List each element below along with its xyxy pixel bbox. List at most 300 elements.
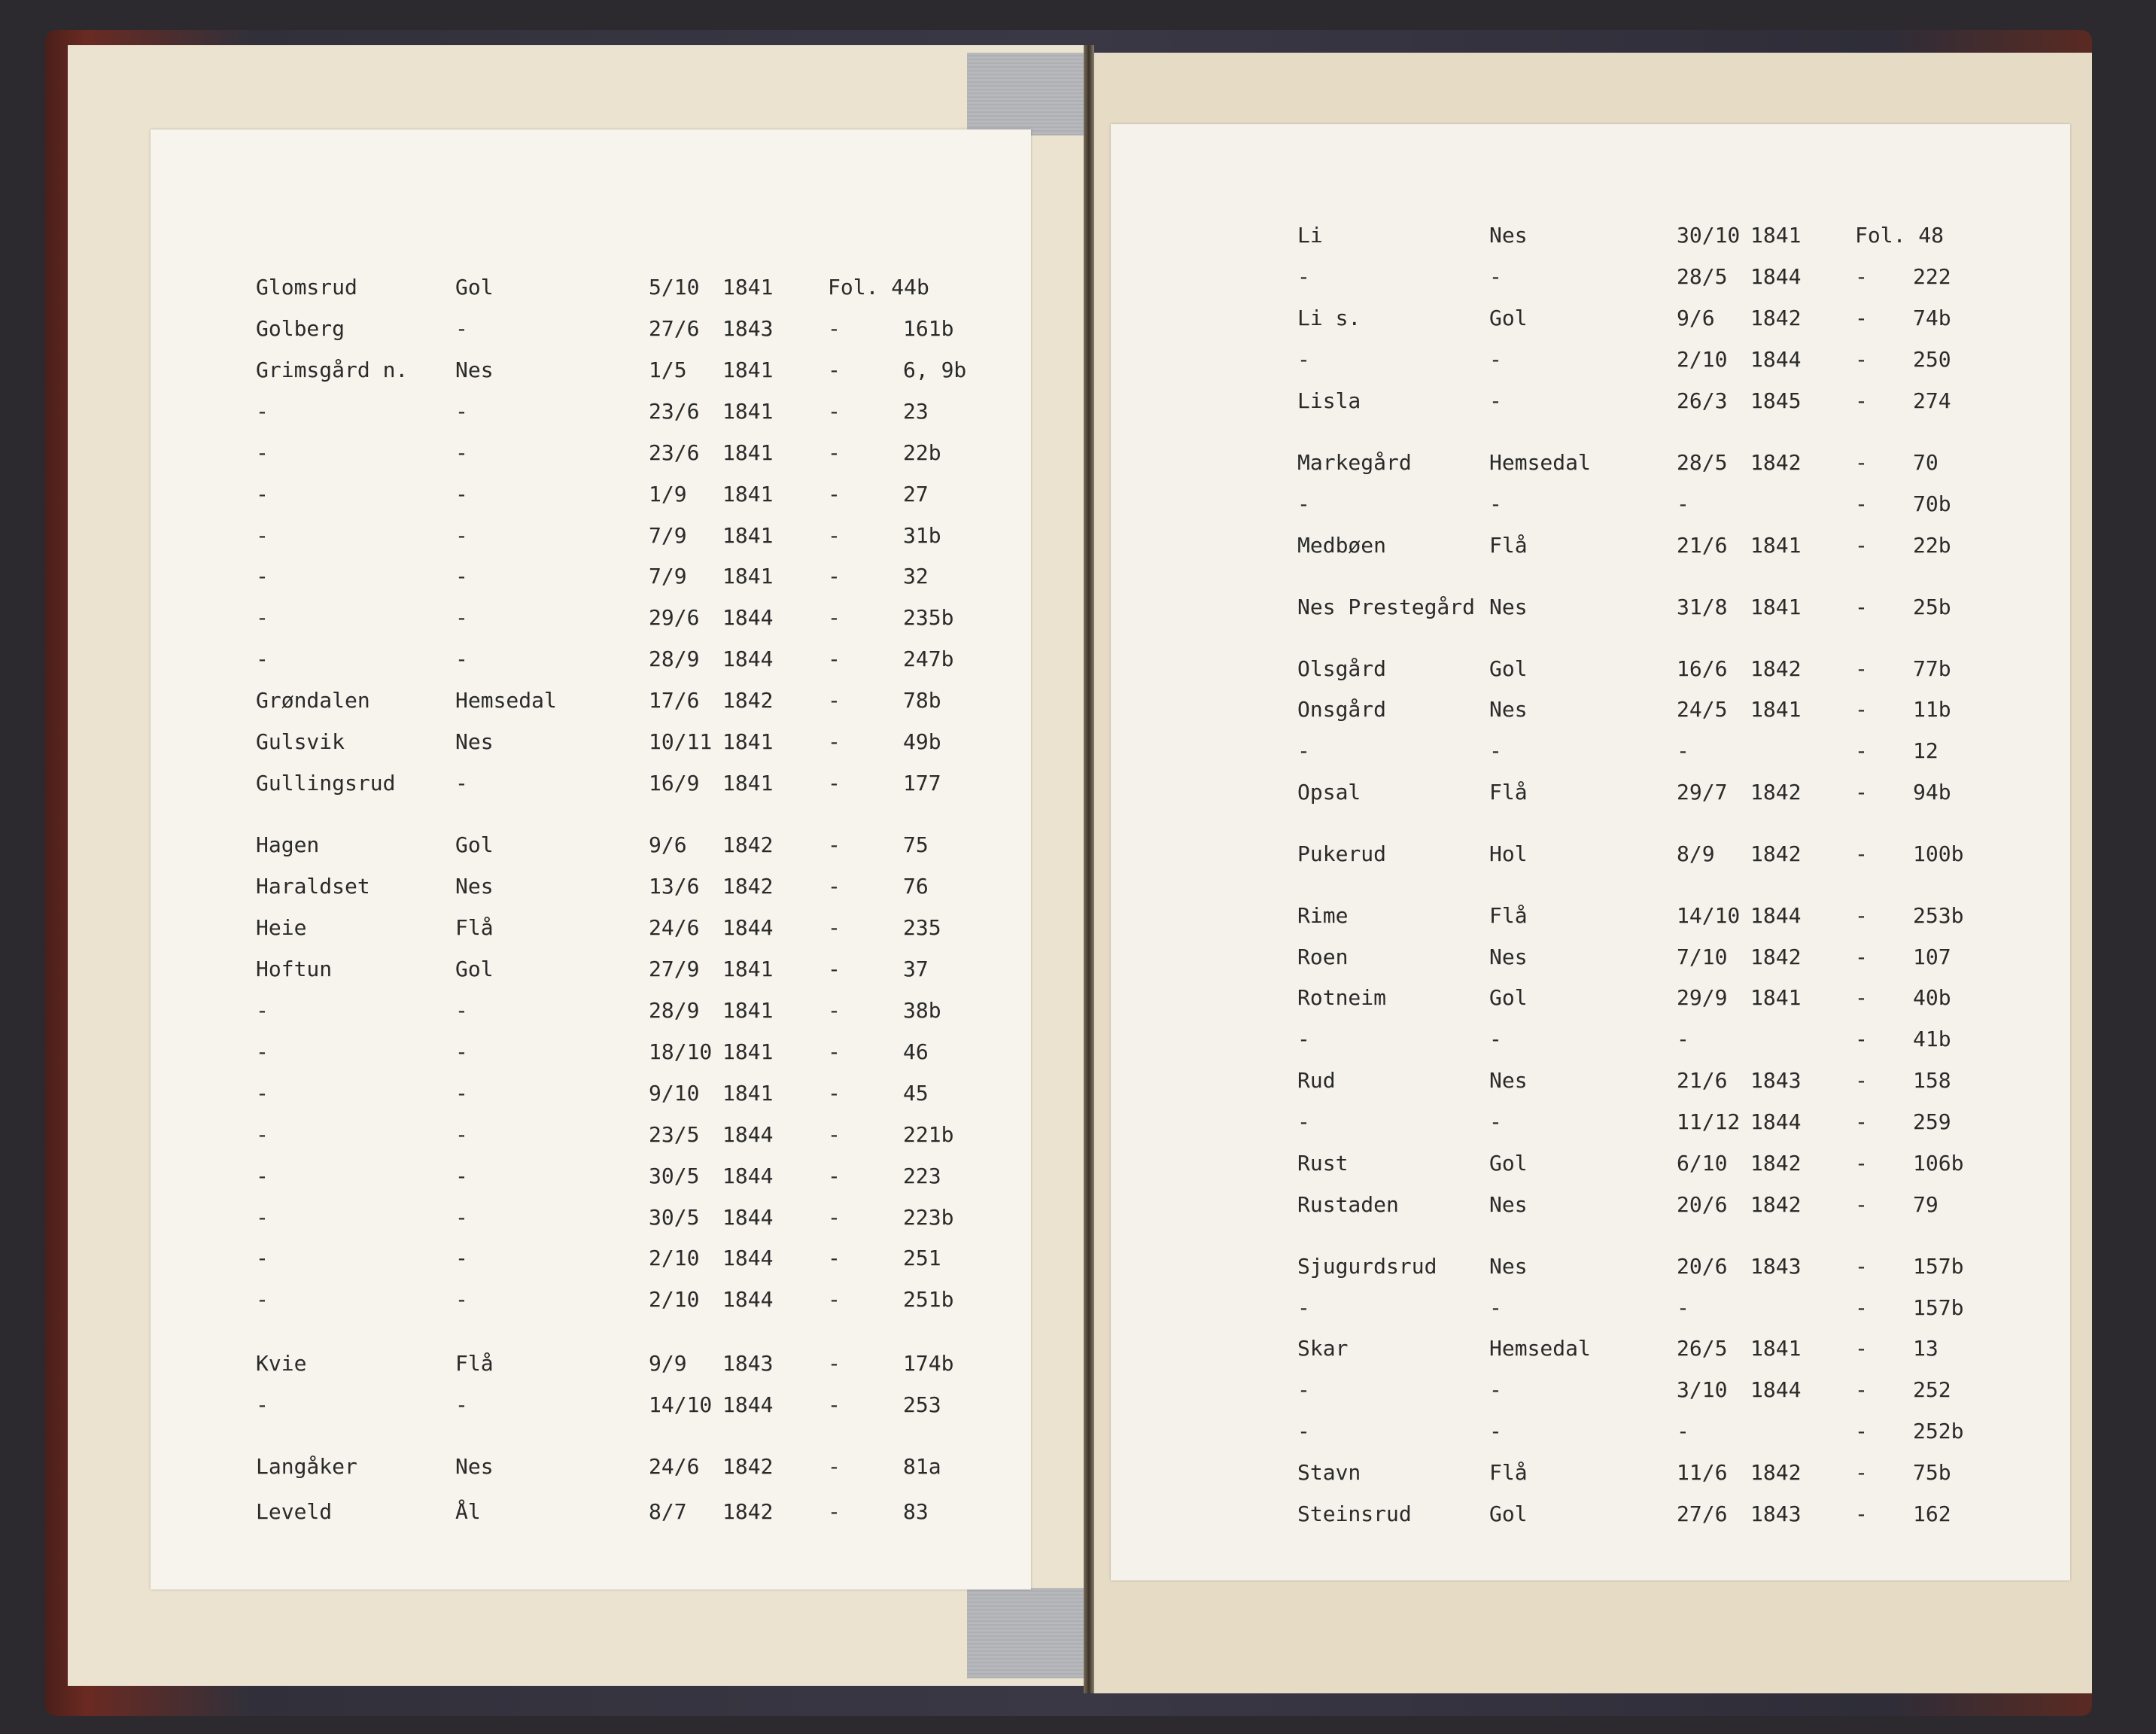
cell-dash: - xyxy=(1855,533,1868,558)
right-index-row xyxy=(1111,1148,2070,1179)
cell-fol: 41b xyxy=(1913,1027,1951,1051)
cell-fol: Fol. 44b xyxy=(828,275,929,300)
cell-dash: - xyxy=(828,316,841,341)
cell-fol: 174b xyxy=(903,1351,954,1376)
cell-fol: 259 xyxy=(1913,1109,1951,1134)
cell-date: 9/9 xyxy=(649,1351,687,1376)
right-index-row xyxy=(1111,777,2070,808)
cell-fol: 223 xyxy=(903,1164,941,1188)
book-gutter xyxy=(1084,45,1094,1693)
cell-farm: - xyxy=(1297,1027,1310,1051)
cell-parish: - xyxy=(1489,1419,1502,1443)
cell-dash: - xyxy=(828,482,841,507)
cell-fol: 251 xyxy=(903,1246,941,1270)
cell-farm: - xyxy=(256,998,269,1023)
cell-fol: 161b xyxy=(903,316,954,341)
cell-fol: 157b xyxy=(1913,1295,1964,1320)
cell-farm: Leveld xyxy=(256,1499,333,1524)
cell-year: 1841 xyxy=(1750,1336,1802,1361)
cell-parish: Gol xyxy=(1489,656,1528,681)
cell-parish: Nes xyxy=(1489,1254,1528,1279)
cell-year: 1841 xyxy=(722,357,774,382)
cell-year: 1844 xyxy=(722,646,774,671)
cell-date: 20/6 xyxy=(1677,1192,1728,1217)
cell-parish: Nes xyxy=(455,729,494,754)
left-index-row xyxy=(151,644,1031,674)
cell-parish: Gol xyxy=(1489,1501,1528,1526)
cell-fol: 83 xyxy=(903,1499,929,1524)
cell-year: 1844 xyxy=(722,1246,774,1270)
left-index-row xyxy=(151,768,1031,799)
cell-fol: 252 xyxy=(1913,1377,1951,1402)
cell-date: 26/5 xyxy=(1677,1336,1728,1361)
left-index-row xyxy=(151,438,1031,468)
cell-year: 1843 xyxy=(722,1351,774,1376)
cell-parish: Nes xyxy=(1489,1068,1528,1093)
cell-dash: - xyxy=(1855,595,1868,619)
left-index-row xyxy=(151,272,1031,303)
left-index-row xyxy=(151,314,1031,344)
cell-date: - xyxy=(1677,1295,1689,1320)
cell-dash: - xyxy=(828,1039,841,1064)
right-index-row xyxy=(1111,695,2070,725)
cell-parish: Gol xyxy=(455,275,494,300)
cell-farm: - xyxy=(256,1081,269,1106)
cell-date: 11/12 xyxy=(1677,1109,1741,1134)
cell-farm: - xyxy=(1297,1295,1310,1320)
right-index-row xyxy=(1111,386,2070,416)
cell-fol: 253 xyxy=(903,1392,941,1417)
cell-date: 9/6 xyxy=(1677,306,1715,330)
cell-farm: Rime xyxy=(1297,903,1349,928)
cell-dash: - xyxy=(1855,903,1868,928)
cell-year: 1841 xyxy=(722,275,774,300)
cell-farm: Skar xyxy=(1297,1336,1349,1361)
cell-dash: - xyxy=(828,1205,841,1230)
cell-year: 1841 xyxy=(722,1081,774,1106)
cell-dash: - xyxy=(828,1164,841,1188)
left-index-row xyxy=(151,830,1031,860)
cell-date: 7/9 xyxy=(649,523,687,548)
cell-farm: Haraldset xyxy=(256,874,370,899)
cell-parish: - xyxy=(455,564,468,589)
cell-year: 1844 xyxy=(722,915,774,940)
cell-year: 1841 xyxy=(1750,223,1802,248)
cell-parish: - xyxy=(1489,738,1502,763)
cell-parish: - xyxy=(455,1039,468,1064)
cell-farm: - xyxy=(256,646,269,671)
cell-year: 1841 xyxy=(1750,985,1802,1010)
left-index-row xyxy=(151,1078,1031,1109)
cell-year: 1842 xyxy=(722,832,774,857)
cell-farm: - xyxy=(256,482,269,507)
cell-date: - xyxy=(1677,1027,1689,1051)
cell-dash: - xyxy=(1855,1027,1868,1051)
cell-farm: Steinsrud xyxy=(1297,1501,1412,1526)
cell-date: 21/6 xyxy=(1677,1068,1728,1093)
cell-farm: Hagen xyxy=(256,832,320,857)
cell-fol: 223b xyxy=(903,1205,954,1230)
right-index-row xyxy=(1111,262,2070,292)
cell-dash: - xyxy=(1855,656,1868,681)
cell-year: 1844 xyxy=(722,605,774,630)
cell-fol: 40b xyxy=(1913,985,1951,1010)
left-index-row xyxy=(151,1285,1031,1315)
cell-fol: 78b xyxy=(903,688,941,713)
cell-dash: - xyxy=(1855,491,1868,516)
cell-farm: Markegård xyxy=(1297,450,1412,475)
cell-fol: 38b xyxy=(903,998,941,1023)
right-index-row xyxy=(1111,942,2070,972)
left-index-row xyxy=(151,913,1031,943)
right-index-row xyxy=(1111,303,2070,333)
cell-fol: 251b xyxy=(903,1287,954,1312)
cell-parish: Hemsedal xyxy=(1489,1336,1591,1361)
cell-parish: Hemsedal xyxy=(1489,450,1591,475)
cell-dash: - xyxy=(828,1081,841,1106)
cell-parish: - xyxy=(455,1164,468,1188)
cell-farm: - xyxy=(1297,491,1310,516)
cell-parish: - xyxy=(455,1287,468,1312)
cell-farm: - xyxy=(1297,738,1310,763)
right-index-row xyxy=(1111,1190,2070,1220)
cell-year: 1841 xyxy=(722,523,774,548)
cell-date: 31/8 xyxy=(1677,595,1728,619)
cell-parish: - xyxy=(455,482,468,507)
cell-date: 27/6 xyxy=(1677,1501,1728,1526)
cell-year: 1844 xyxy=(722,1122,774,1147)
cell-date: 28/9 xyxy=(649,646,700,671)
cell-fol: 75 xyxy=(903,832,929,857)
cell-fol: 177 xyxy=(903,771,941,796)
cell-year: 1841 xyxy=(1750,595,1802,619)
cell-fol: 31b xyxy=(903,523,941,548)
cell-date: 6/10 xyxy=(1677,1151,1728,1176)
cell-year: 1842 xyxy=(1750,1151,1802,1176)
cell-fol: 49b xyxy=(903,729,941,754)
cell-dash: - xyxy=(1855,306,1868,330)
cell-dash: - xyxy=(1855,841,1868,866)
cell-fol: 252b xyxy=(1913,1419,1964,1443)
cell-farm: Glomsrud xyxy=(256,275,357,300)
cell-year: 1842 xyxy=(1750,780,1802,805)
right-index-row xyxy=(1111,531,2070,561)
cell-fol: 46 xyxy=(903,1039,929,1064)
cell-dash: - xyxy=(828,357,841,382)
cell-year: 1842 xyxy=(722,688,774,713)
cell-year: 1844 xyxy=(722,1287,774,1312)
cell-farm: Stavn xyxy=(1297,1460,1361,1485)
left-index-row xyxy=(151,1161,1031,1191)
cell-year: 1842 xyxy=(722,1454,774,1479)
cell-date: 2/10 xyxy=(649,1246,700,1270)
cell-parish: - xyxy=(455,771,468,796)
cell-year: 1841 xyxy=(1750,533,1802,558)
right-index-row xyxy=(1111,901,2070,931)
cell-dash: - xyxy=(1855,388,1868,413)
cell-farm: - xyxy=(256,1122,269,1147)
cell-dash: - xyxy=(1855,264,1868,289)
cell-parish: Nes xyxy=(455,1454,494,1479)
cell-farm: Golberg xyxy=(256,316,345,341)
cell-fol: 23 xyxy=(903,399,929,424)
cell-dash: - xyxy=(1855,1460,1868,1485)
cell-dash: - xyxy=(1855,1254,1868,1279)
cell-parish: - xyxy=(455,1392,468,1417)
cell-dash: - xyxy=(828,771,841,796)
left-index-sheet xyxy=(151,129,1031,1590)
cell-dash: - xyxy=(1855,780,1868,805)
cell-year: 1842 xyxy=(1750,1192,1802,1217)
cell-date: 30/5 xyxy=(649,1205,700,1230)
cell-date: 5/10 xyxy=(649,275,700,300)
cell-farm: - xyxy=(256,564,269,589)
cell-year: 1841 xyxy=(722,564,774,589)
cell-date: 7/10 xyxy=(1677,945,1728,969)
cell-fol: 100b xyxy=(1913,841,1964,866)
right-index-row xyxy=(1111,736,2070,766)
cell-dash: - xyxy=(828,832,841,857)
cell-farm: Langåker xyxy=(256,1454,357,1479)
cell-date: 10/11 xyxy=(649,729,713,754)
cell-farm: Lisla xyxy=(1297,388,1361,413)
right-index-row xyxy=(1111,1458,2070,1488)
cell-farm: Rud xyxy=(1297,1068,1336,1093)
cell-fol: 75b xyxy=(1913,1460,1951,1485)
cell-farm: Roen xyxy=(1297,945,1349,969)
cell-date: 14/10 xyxy=(649,1392,713,1417)
left-index-row xyxy=(151,727,1031,757)
cell-farm: Sjugurdsrud xyxy=(1297,1254,1437,1279)
cell-year: 1845 xyxy=(1750,388,1802,413)
cell-parish: Gol xyxy=(1489,306,1528,330)
cell-farm: - xyxy=(256,1392,269,1417)
left-index-row xyxy=(151,561,1031,592)
cell-farm: - xyxy=(256,1287,269,1312)
cell-fol: 76 xyxy=(903,874,929,899)
cell-year: 1844 xyxy=(1750,1377,1802,1402)
cell-farm: - xyxy=(1297,1377,1310,1402)
cell-dash: - xyxy=(828,729,841,754)
cell-year: 1842 xyxy=(722,1499,774,1524)
right-index-row xyxy=(1111,1107,2070,1137)
cell-fol: 32 xyxy=(903,564,929,589)
left-index-row xyxy=(151,1120,1031,1150)
cell-farm: Gulsvik xyxy=(256,729,345,754)
cell-dash: - xyxy=(1855,1192,1868,1217)
cell-year: 1841 xyxy=(722,440,774,465)
cell-farm: Gullingsrud xyxy=(256,771,396,796)
right-index-row xyxy=(1111,1066,2070,1096)
left-index-row xyxy=(151,954,1031,984)
cell-fol: 13 xyxy=(1913,1336,1939,1361)
cell-date: 2/10 xyxy=(649,1287,700,1312)
cell-fol: 11b xyxy=(1913,697,1951,722)
left-index-row xyxy=(151,479,1031,510)
cell-dash: - xyxy=(1855,1419,1868,1443)
cell-parish: Nes xyxy=(1489,945,1528,969)
cell-date: 18/10 xyxy=(649,1039,713,1064)
cell-dash: - xyxy=(1855,450,1868,475)
cell-fol: 221b xyxy=(903,1122,954,1147)
left-index-row xyxy=(151,1452,1031,1482)
cell-date: 14/10 xyxy=(1677,903,1741,928)
cell-date: 1/5 xyxy=(649,357,687,382)
cell-dash: - xyxy=(828,1499,841,1524)
left-index-row xyxy=(151,1243,1031,1273)
cell-farm: - xyxy=(1297,1419,1310,1443)
cell-date: 21/6 xyxy=(1677,533,1728,558)
cell-parish: Flå xyxy=(1489,780,1528,805)
cell-parish: - xyxy=(455,523,468,548)
cell-date: 28/5 xyxy=(1677,450,1728,475)
cell-parish: - xyxy=(1489,1377,1502,1402)
right-index-row xyxy=(1111,654,2070,684)
cell-farm: Grøndalen xyxy=(256,688,370,713)
right-index-row xyxy=(1111,1416,2070,1447)
cell-parish: Flå xyxy=(1489,533,1528,558)
cell-farm: - xyxy=(256,1039,269,1064)
cell-parish: Gol xyxy=(1489,1151,1528,1176)
cell-parish: Flå xyxy=(455,915,494,940)
cell-farm: - xyxy=(256,1246,269,1270)
cell-dash: - xyxy=(828,688,841,713)
cell-date: 16/6 xyxy=(1677,656,1728,681)
cell-dash: - xyxy=(1855,1068,1868,1093)
cell-dash: - xyxy=(1855,1295,1868,1320)
left-index-row xyxy=(151,355,1031,385)
cell-fol: 247b xyxy=(903,646,954,671)
cell-date: 9/6 xyxy=(649,832,687,857)
cell-date: 30/5 xyxy=(649,1164,700,1188)
cell-date: - xyxy=(1677,738,1689,763)
cell-parish: - xyxy=(455,646,468,671)
cell-parish: Ål xyxy=(455,1499,481,1524)
cell-year: 1844 xyxy=(1750,903,1802,928)
right-index-row xyxy=(1111,1293,2070,1323)
cell-parish: Nes xyxy=(455,874,494,899)
cell-farm: Rustaden xyxy=(1297,1192,1399,1217)
cell-date: 8/7 xyxy=(649,1499,687,1524)
cell-farm: Heie xyxy=(256,915,307,940)
cell-year: 1841 xyxy=(722,998,774,1023)
cell-fol: 250 xyxy=(1913,347,1951,372)
right-index-row xyxy=(1111,1375,2070,1405)
cell-farm: - xyxy=(256,440,269,465)
cell-date: 26/3 xyxy=(1677,388,1728,413)
cell-dash: - xyxy=(1855,738,1868,763)
cell-year: 1841 xyxy=(722,482,774,507)
cell-fol: 107 xyxy=(1913,945,1951,969)
cell-parish: - xyxy=(1489,1027,1502,1051)
cell-fol: 222 xyxy=(1913,264,1951,289)
cell-dash: - xyxy=(828,646,841,671)
cell-parish: - xyxy=(455,1122,468,1147)
cell-fol: 6, 9b xyxy=(903,357,967,382)
cell-farm: - xyxy=(256,399,269,424)
cell-date: - xyxy=(1677,491,1689,516)
cell-fol: 22b xyxy=(903,440,941,465)
cell-date: 29/9 xyxy=(1677,985,1728,1010)
cell-fol: 79 xyxy=(1913,1192,1939,1217)
cell-dash: - xyxy=(1855,697,1868,722)
cell-dash: - xyxy=(828,1351,841,1376)
cell-parish: - xyxy=(1489,491,1502,516)
cell-date: 23/6 xyxy=(649,399,700,424)
cell-dash: - xyxy=(1855,1151,1868,1176)
cell-date: 16/9 xyxy=(649,771,700,796)
cell-year: 1842 xyxy=(1750,450,1802,475)
cell-dash: - xyxy=(828,1454,841,1479)
cell-parish: - xyxy=(455,1205,468,1230)
cell-parish: Hemsedal xyxy=(455,688,557,713)
cell-fol: 157b xyxy=(1913,1254,1964,1279)
cell-date: 29/7 xyxy=(1677,780,1728,805)
cell-farm: Medbøen xyxy=(1297,533,1387,558)
cell-fol: 77b xyxy=(1913,656,1951,681)
cell-year: 1842 xyxy=(1750,841,1802,866)
cell-parish: Gol xyxy=(455,957,494,981)
cell-parish: Nes xyxy=(455,357,494,382)
cell-year: 1841 xyxy=(722,957,774,981)
cell-date: 30/10 xyxy=(1677,223,1741,248)
cell-dash: - xyxy=(828,605,841,630)
right-index-row xyxy=(1111,221,2070,251)
cell-farm: - xyxy=(256,1164,269,1188)
cell-dash: - xyxy=(828,1122,841,1147)
right-index-row xyxy=(1111,1334,2070,1364)
left-index-row xyxy=(151,1037,1031,1067)
cell-fol: 235 xyxy=(903,915,941,940)
cell-farm: - xyxy=(256,605,269,630)
cell-year: 1844 xyxy=(1750,264,1802,289)
cell-parish: - xyxy=(1489,388,1502,413)
cell-year: 1843 xyxy=(1750,1254,1802,1279)
cell-date: 9/10 xyxy=(649,1081,700,1106)
cell-parish: Nes xyxy=(1489,595,1528,619)
cell-dash: - xyxy=(828,399,841,424)
cell-farm: Opsal xyxy=(1297,780,1361,805)
cell-year: 1842 xyxy=(722,874,774,899)
left-index-row xyxy=(151,521,1031,551)
cell-date: 23/5 xyxy=(649,1122,700,1147)
left-index-row xyxy=(151,1203,1031,1233)
cell-year: 1844 xyxy=(722,1164,774,1188)
cell-farm: - xyxy=(256,1205,269,1230)
cell-fol: 12 xyxy=(1913,738,1939,763)
cell-year: 1841 xyxy=(722,729,774,754)
cell-fol: Fol. 48 xyxy=(1855,223,1945,248)
cell-dash: - xyxy=(1855,347,1868,372)
cell-parish: - xyxy=(455,440,468,465)
cell-parish: Hol xyxy=(1489,841,1528,866)
cell-fol: 235b xyxy=(903,605,954,630)
cell-date: 1/9 xyxy=(649,482,687,507)
cell-fol: 22b xyxy=(1913,533,1951,558)
cell-fol: 25b xyxy=(1913,595,1951,619)
cell-fol: 70 xyxy=(1913,450,1939,475)
cell-date: 17/6 xyxy=(649,688,700,713)
cell-dash: - xyxy=(1855,1501,1868,1526)
cell-farm: Rust xyxy=(1297,1151,1349,1176)
cell-parish: - xyxy=(1489,264,1502,289)
cell-date: 29/6 xyxy=(649,605,700,630)
right-index-row xyxy=(1111,983,2070,1013)
cell-date: 28/5 xyxy=(1677,264,1728,289)
cell-parish: - xyxy=(455,316,468,341)
cell-dash: - xyxy=(828,1392,841,1417)
cell-parish: - xyxy=(1489,347,1502,372)
